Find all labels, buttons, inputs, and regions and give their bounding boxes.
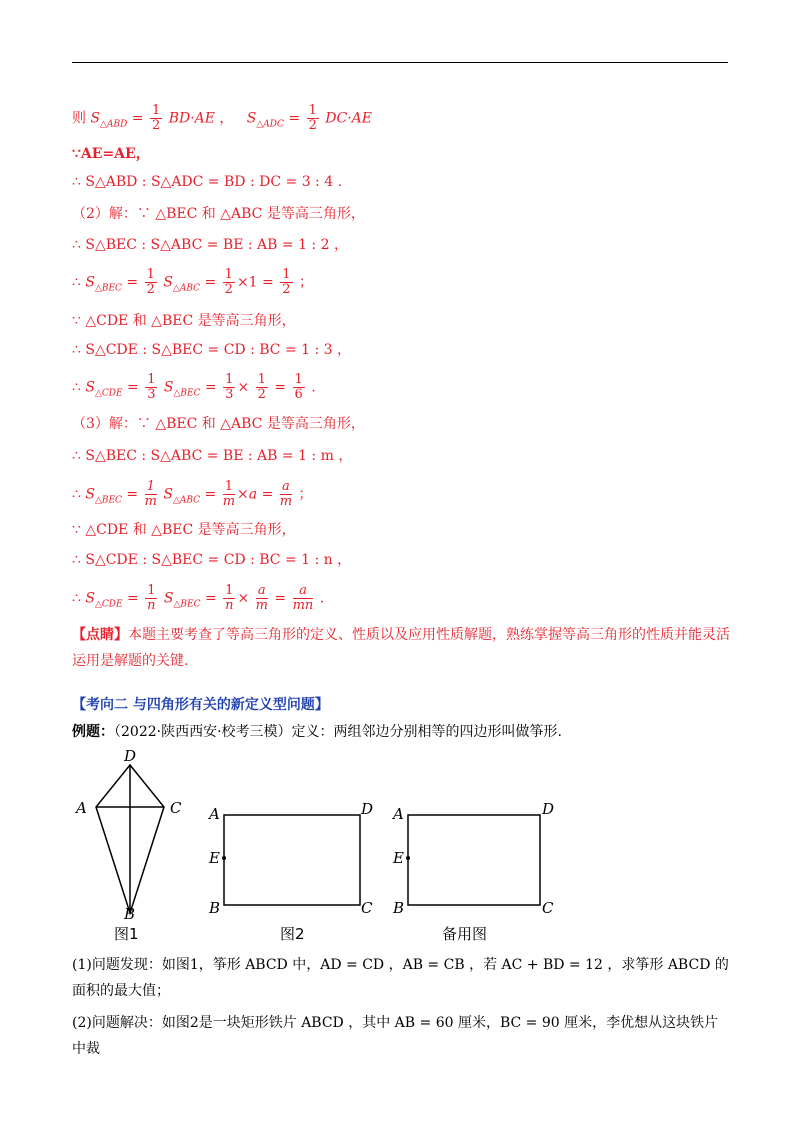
figure-3-point-e xyxy=(406,856,410,860)
solution-line-15: ∴ $S_{\triangle CDE}$ = $\frac{1}{n}$ $S_{\triangle BEC}$ = $\frac{1}{n}$ × $\frac{a}{m}$ = $\frac{a}{mn}$ . xyxy=(72,583,325,613)
solution-line-1: 则 $S_{\triangle ABD}$ = $\frac{1}{2}$ BD·AE ， $S_{\triangle ADC}$ = $\frac{1}{2}$ DC·AE xyxy=(72,103,373,133)
example-text: （2022·陕西西安·校考三模）定义：两组邻边分别相等的四边形叫做筝形. xyxy=(114,724,562,740)
question-1: (1)问题发现：如图1，筝形 ABCD 中，AD = CD ，AB = CB ，若 AC + BD = 12 ，求筝形 ABCD 的面积的最大值； xyxy=(72,957,729,999)
solution-line-2: ∵AE=AE， xyxy=(72,146,150,162)
figure-2-point-e xyxy=(222,856,226,860)
fig3-label-d: D xyxy=(542,800,555,818)
figure-1-kite xyxy=(96,765,164,913)
fig1-caption: 图1 xyxy=(114,925,139,943)
solution-line-4: （2）解：∵ △BEC 和 △ABC 是等高三角形， xyxy=(72,206,365,222)
figure-3-rectangle xyxy=(408,815,540,905)
example-line xyxy=(72,722,562,742)
fig2-label-b: B xyxy=(209,899,221,917)
question-2: (2)问题解决：如图2是一块矩形铁片 ABCD ，其中 AB = 60 厘米，BC = 90 厘米，李优想从这块铁片中裁 xyxy=(72,1015,719,1057)
solution-line-5: ∴ S△BEC : S△ABC = BE : AB = 1 : 2 ， xyxy=(72,237,348,253)
fig3-label-e: E xyxy=(393,849,404,867)
comment-text: 本题主要考查了等高三角形的定义、性质以及应用性质解题，熟练掌握等高三角形的性质并能灵活运用是解题的关键. xyxy=(72,627,730,669)
comment-paragraph xyxy=(72,622,732,674)
fig2-label-c: C xyxy=(361,899,373,917)
fig3-label-b: B xyxy=(393,899,405,917)
comment-label: 【点睛】 xyxy=(72,627,128,643)
solution-line-6: ∴ $S_{\triangle BEC}$ = $\frac{1}{2}$ $S_{\triangle ABC}$ = $\frac{1}{2}$ ×1 = $\frac{1}{2}$ ； xyxy=(72,267,313,297)
example-label: 例题： xyxy=(72,724,114,740)
fig3-label-c: C xyxy=(542,899,554,917)
solution-line-14: ∴ S△CDE : S△BEC = CD : BC = 1 : n ， xyxy=(72,552,352,568)
fig1-label-b: B xyxy=(124,905,136,923)
fig2-label-a: A xyxy=(209,805,220,823)
figures-svg xyxy=(70,745,570,945)
fig2-caption: 图2 xyxy=(280,925,305,943)
solution-line-3: ∴ S△ABD : S△ADC = BD : DC = 3 : 4 . xyxy=(72,174,343,190)
figures-area xyxy=(70,745,570,945)
section-title: 【考向二 与四角形有关的新定义型问题】 xyxy=(72,697,329,713)
fig1-label-a: A xyxy=(76,799,87,817)
figure-2-rectangle xyxy=(224,815,360,905)
solution-line-10: （3）解：∵ △BEC 和 △ABC 是等高三角形， xyxy=(72,416,365,432)
solution-line-12: ∴ $S_{\triangle BEC}$ = $\frac{1}{m}$ $S_{\triangle ABC}$ = $\frac{1}{m}$ ×a = $\frac{a}{m}$ ； xyxy=(72,479,313,509)
fig2-label-d: D xyxy=(361,800,374,818)
solution-line-8: ∴ S△CDE : S△BEC = CD : BC = 1 : 3 ， xyxy=(72,342,352,358)
solution-line-13: ∵ △CDE 和 △BEC 是等高三角形， xyxy=(72,522,296,538)
fig1-label-c: C xyxy=(170,799,182,817)
solution-line-11: ∴ S△BEC : S△ABC = BE : AB = 1 : m ， xyxy=(72,448,353,464)
solution-line-9: ∴ $S_{\triangle CDE}$ = $\frac{1}{3}$ $S_{\triangle BEC}$ = $\frac{1}{3}$ × $\frac{1}{2}$ = $\frac{1}{6}$ . xyxy=(72,372,316,402)
solution-line-7: ∵ △CDE 和 △BEC 是等高三角形， xyxy=(72,313,296,329)
fig3-caption: 备用图 xyxy=(442,925,488,943)
fig3-label-a: A xyxy=(393,805,404,823)
fig2-label-e: E xyxy=(209,849,220,867)
fig1-label-d: D xyxy=(124,747,137,765)
header-rule xyxy=(72,62,728,63)
